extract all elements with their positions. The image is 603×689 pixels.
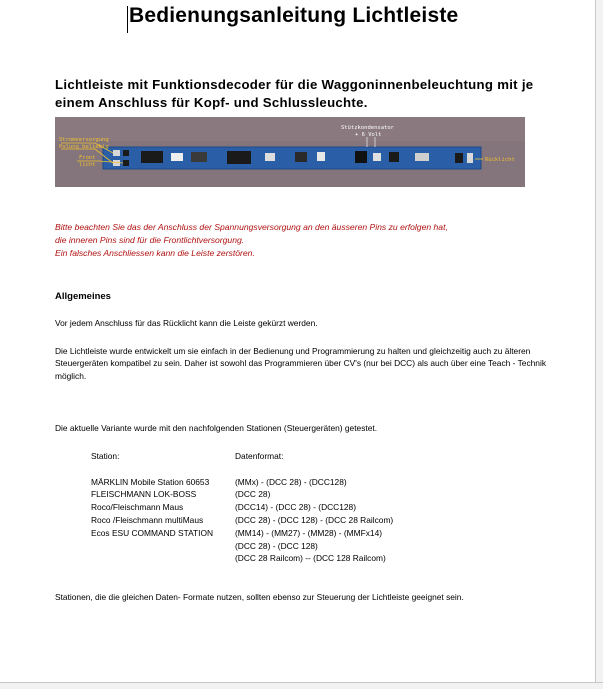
label-supply: Stromversorgung [59,137,109,143]
label-capacitor-sub: + 6 Volt [355,132,382,138]
warning-line: Ein falsches Anschliessen kann die Leiste zerstören. [55,248,255,258]
paragraph-shortening[interactable]: Vor jedem Anschluss für das Rücklicht kann die Leiste gekürzt werden. [55,318,318,328]
led-board-photo [55,117,525,187]
station-cell[interactable]: Ecos ESU COMMAND STATION [91,527,214,538]
table-row [91,488,393,501]
document-title[interactable]: Bedienungsanleitung Lichtleiste [129,4,459,27]
format-cell[interactable]: (DCC14) - (DCC 28) - (DCC128) [235,502,356,513]
table-row [91,552,393,565]
format-cell[interactable]: (DCC 28) - (DCC 128) - (DCC 28 Railcom) [235,514,394,525]
table-row [91,540,393,553]
warning-line: die inneren Pins sind für die Frontlichtversorgung. [55,235,245,245]
station-cell[interactable]: Roco /Fleischmann multiMaus [91,514,204,525]
station-cell[interactable] [91,540,235,553]
warning-line: Bitte beachten Sie das der Anschluss der Spannungsversorgung an den äusseren Pins zu erfolgen hat, [55,222,448,232]
document-subtitle[interactable]: Lichtleiste mit Funktionsdecoder für die Waggoninnenbeleuchtung mit je einem Anschluss für Kopf- und Schlussleuchte. [55,77,534,110]
label-rear: Rücklicht [485,157,515,163]
station-cell[interactable]: FLEISCHMANN LOK-BOSS [91,489,197,500]
paragraph-compatibility[interactable]: Stationen, die die gleichen Daten- Formate nutzen, sollten ebenso zur Steuerung der Lichtleiste geeignet sein. [55,592,464,602]
header-station[interactable]: Station: [91,451,120,461]
label-front-sub: licht [79,162,96,168]
label-front: Front [79,155,96,161]
table-row [91,527,393,540]
paragraph-description[interactable]: Die Lichtleiste wurde entwickelt um sie einfach in der Bedienung und Programmierung zu halten und gleichzeitig auch zu älteren Steuergeräten kompatibel zu sein. Daher ist sowohl das Programmieren über CV's (nur bei DCC) als auch über eine Teach - Technik möglich. [55,346,547,381]
table-header-row [91,450,393,476]
table-row [91,476,393,489]
label-capacitor: Stützkondensator [341,125,394,131]
label-supply-sub: Polung beliebig [59,144,109,150]
table-row [91,501,393,514]
header-format[interactable]: Datenformat: [235,451,284,461]
warning-note[interactable] [55,221,575,260]
section-heading-general[interactable]: Allgemeines [55,291,111,302]
text-cursor [127,6,128,33]
format-cell[interactable]: (MMx) - (DCC 28) - (DCC128) [235,476,347,487]
stations-table [91,450,393,565]
format-cell[interactable]: (MM14) - (MM27) - (MM28) - (MMFx14) [235,527,383,538]
table-row [91,514,393,527]
format-cell[interactable]: (DCC 28 Railcom) -- (DCC 128 Railcom) [235,553,386,564]
format-cell[interactable]: (DCC 28) - (DCC 128) [235,540,318,551]
paragraph-tested-stations[interactable]: Die aktuelle Variante wurde mit den nachfolgenden Stationen (Steuergeräten) getestet. [55,423,378,433]
station-cell[interactable] [91,552,235,565]
format-cell[interactable]: (DCC 28) [235,489,271,500]
station-cell[interactable]: Roco/Fleischmann Maus [91,502,184,513]
station-cell[interactable]: MÄRKLIN Mobile Station 60653 [91,476,210,487]
page-edge-right [595,0,603,688]
